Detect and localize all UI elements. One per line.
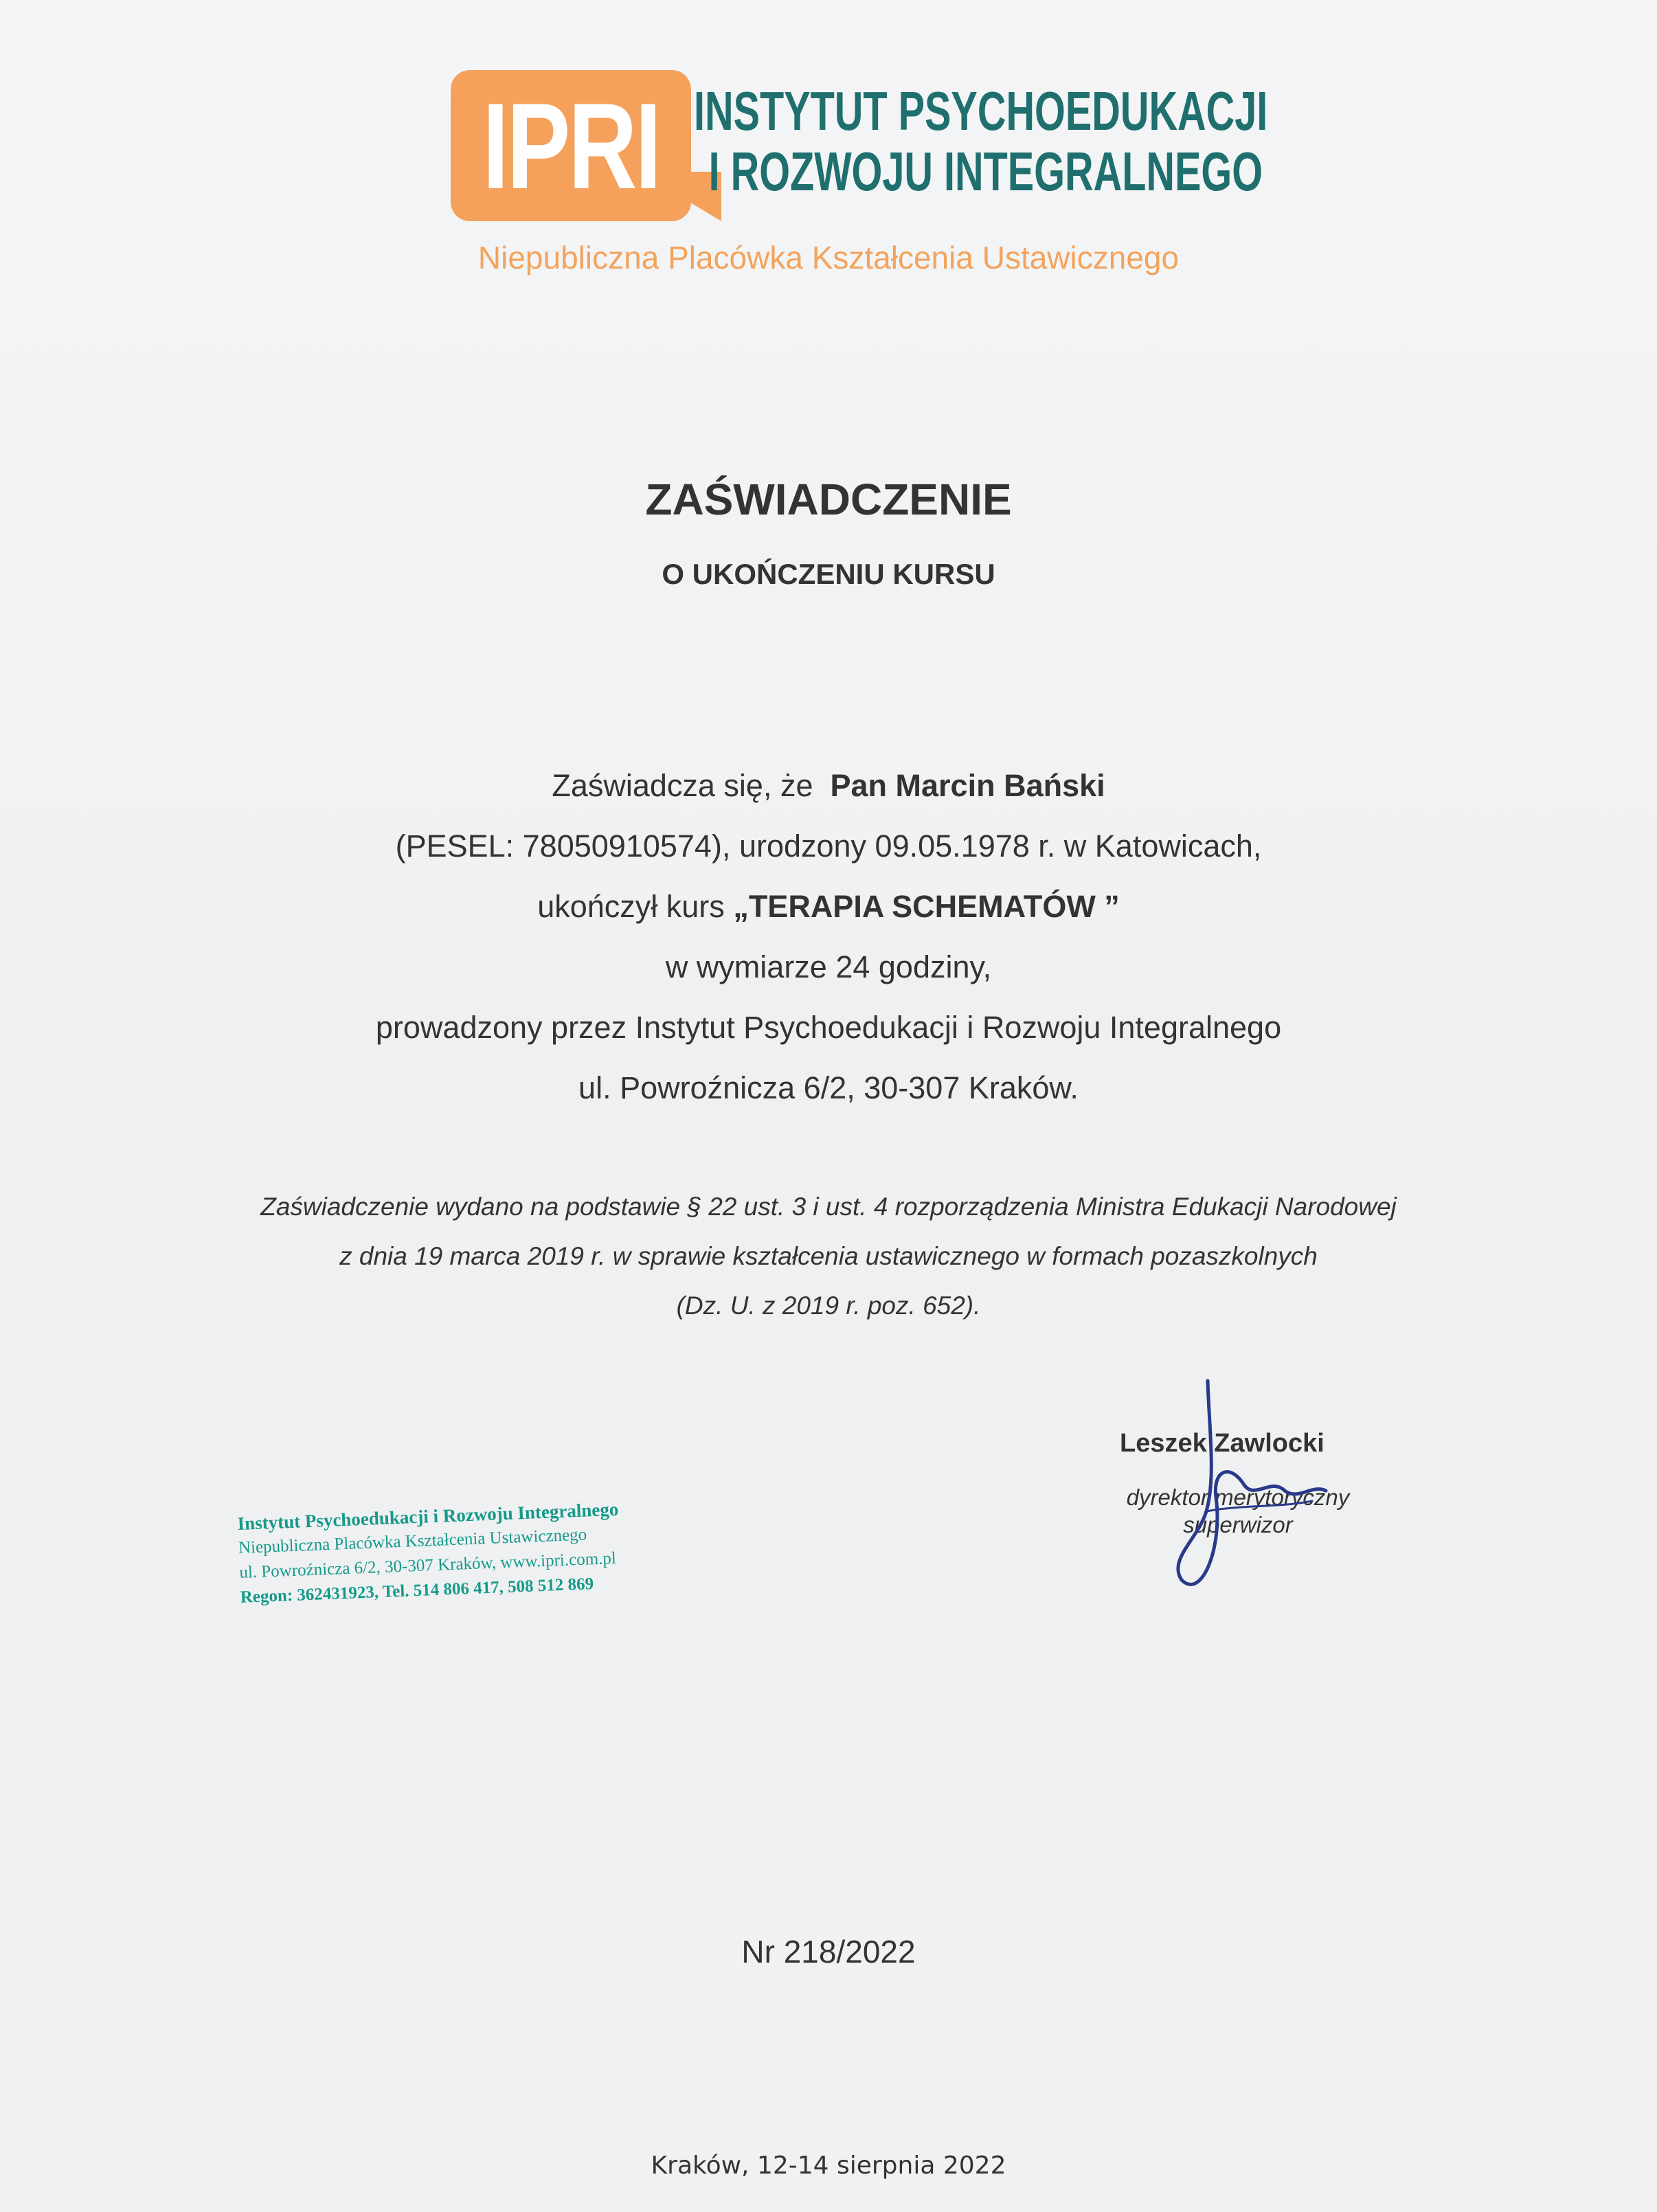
body-line-4: w wymiarze 24 godziny,	[665, 949, 992, 984]
certificate-subtitle: O UKOŃCZENIU KURSU	[662, 558, 995, 590]
body-line-6: ul. Powroźnicza 6/2, 30-307 Kraków.	[578, 1070, 1079, 1105]
recipient-name: Pan Marcin Bański	[830, 768, 1105, 803]
body-line-3	[0, 889, 1657, 925]
body-line-2: (PESEL: 78050910574), urodzony 09.05.1978 r. w Katowicach,	[395, 828, 1262, 864]
institute-name	[694, 80, 1268, 202]
body-line-1	[0, 768, 1657, 804]
institute-subtitle: Niepubliczna Placówka Kształcenia Ustawicznego	[477, 240, 1180, 275]
legal-line-1: Zaświadczenie wydano na podstawie § 22 ust. 3 i ust. 4 rozporządzenia Ministra Edukacji Narodowej	[260, 1193, 1397, 1221]
certificate-number: Nr 218/2022	[741, 1934, 916, 1970]
certificate-title: ZAŚWIADCZENIE	[645, 475, 1012, 524]
handwritten-signature	[1140, 1374, 1346, 1601]
legal-line-2: z dnia 19 marca 2019 r. w sprawie kształcenia ustawicznego w formach pozaszkolnych	[339, 1242, 1318, 1270]
logo-text: IPRI	[482, 77, 660, 214]
body-prefix: Zaświadcza się, że	[552, 768, 813, 803]
stamp-line-3: ul. Powroźnicza 6/2, 30-307 Kraków, www.ipri.com.pl	[238, 1548, 617, 1582]
body-line-5: prowadzony przez Instytut Psychoedukacji i Rozwoju Integralnego	[375, 1010, 1282, 1045]
course-prefix: ukończył kurs	[537, 889, 725, 924]
signer-role-line2: superwizor	[1183, 1512, 1293, 1537]
stamp-line-4: Regon: 362431923, Tel. 514 806 417, 508 512 869	[240, 1575, 594, 1607]
institute-name-line1: INSTYTUT PSYCHOEDUKACJI	[694, 80, 1268, 142]
institution-stamp	[237, 1496, 639, 1610]
stamp-line-2: Niepubliczna Placówka Kształcenia Ustawicznego	[238, 1525, 587, 1557]
stamp-line-1: Instytut Psychoedukacji i Rozwoju Integralnego	[237, 1498, 619, 1534]
institute-name-line2: I ROZWOJU INTEGRALNEGO	[708, 141, 1263, 202]
signer-name: Leszek Zawlocki	[1120, 1429, 1325, 1458]
place-and-date: Kraków, 12-14 sierpnia 2022	[651, 2152, 1006, 2180]
course-name: „TERAPIA SCHEMATÓW ”	[733, 889, 1120, 924]
legal-line-3: (Dz. U. z 2019 r. poz. 652).	[676, 1291, 981, 1320]
signer-role-line1: dyrektor merytoryczny	[1126, 1485, 1350, 1510]
